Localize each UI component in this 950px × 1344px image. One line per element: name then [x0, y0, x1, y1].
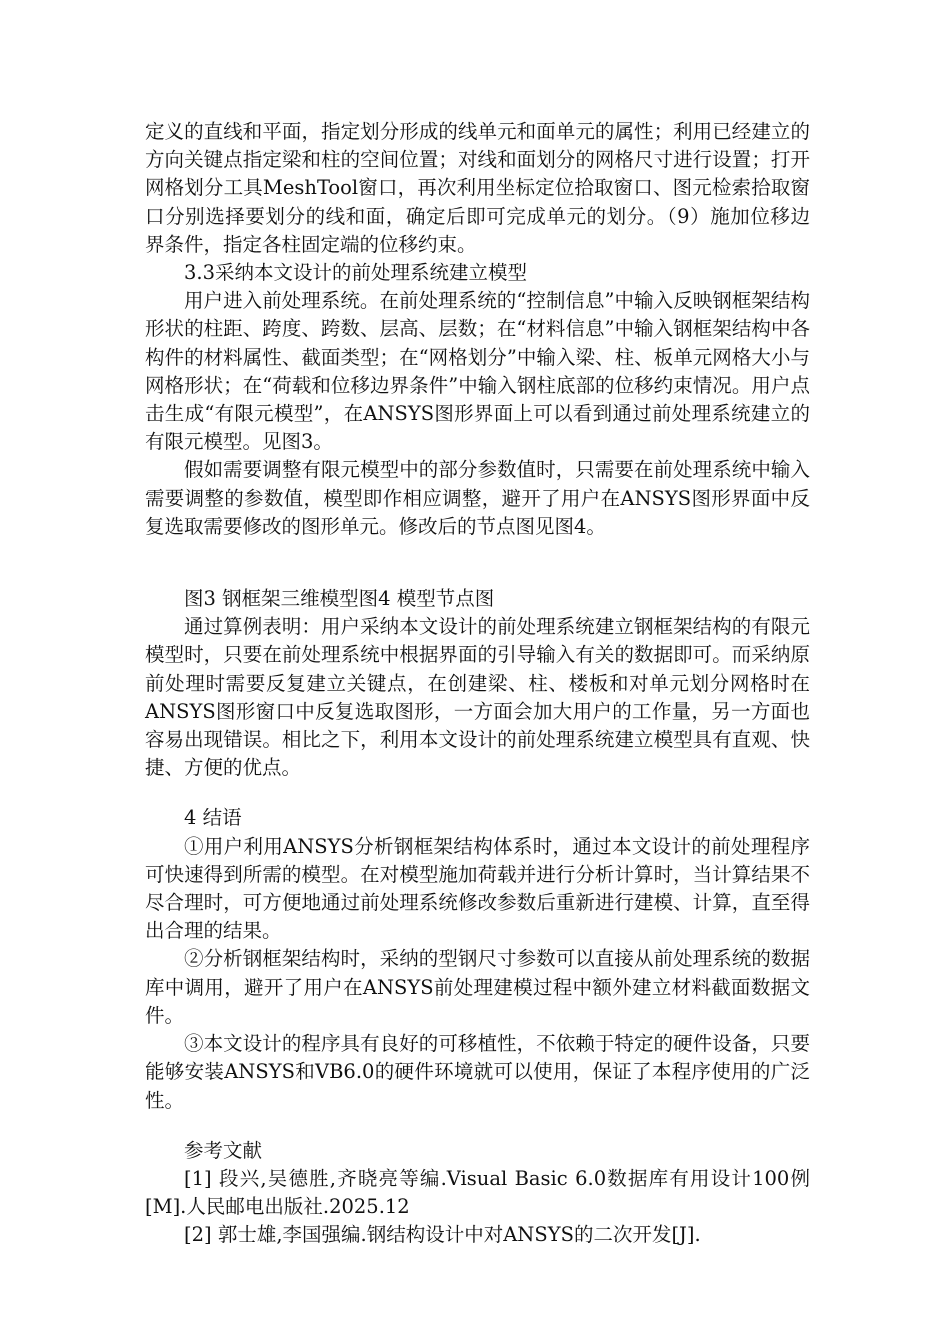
- references-title: 参考文献: [184, 1138, 263, 1162]
- paragraph-continued: 定义的直线和平面，指定划分形成的线单元和面单元的属性；利用已经建立的方向关键点指定梁和柱的空间位置；对线和面划分的网格尺寸进行设置；打开网格划分工具MeshTool窗口，再次利用坐标定位拾取窗口、图元检索拾取窗口分别选择要划分的线和面，确定后即可完成单元的划分。（9）施加位移边界条件，指定各柱固定端的位移约束。: [145, 120, 810, 256]
- section-gap: [145, 782, 810, 804]
- figure-caption: 图3 钢框架三维模型图4 模型节点图: [184, 587, 495, 611]
- reference-item: [1] 段兴,吴德胜,齐晓亮等编.Visual Basic 6.0数据库有用设计100例[M].人民邮电出版社.2025.12: [145, 1166, 810, 1219]
- conclusion-2: ②分析钢框架结构时，采纳的型钢尺寸参数可以直接从前处理系统的数据库中调用，避开了用户在ANSYS前处理建模过程中额外建立材料截面数据文件。: [145, 947, 810, 1027]
- figure-space: [145, 541, 810, 585]
- section-heading-3-3: 3.3采纳本文设计的前处理系统建立模型: [184, 261, 528, 285]
- paragraph-example: 通过算例表明：用户采纳本文设计的前处理系统建立钢框架结构的有限元模型时，只要在前处理系统中根据界面的引导输入有关的数据即可。而采纳原前处理时需要反复建立关键点，在创建梁、柱、楼板和对单元划分网格时在ANSYS图形窗口中反复选取图形，一方面会加大用户的工作量，另一方面也容易出现错误。相比之下，利用本文设计的前处理系统建立模型具有直观、快捷、方便的优点。: [145, 615, 810, 780]
- section-heading-4: 4 结语: [184, 806, 242, 830]
- reference-item: [2] 郭士雄,李国强编.钢结构设计中对ANSYS的二次开发[J].: [184, 1223, 701, 1247]
- conclusion-3: ③本文设计的程序具有良好的可移植性，不依赖于特定的硬件设备，只要能够安装ANSYS和VB6.0的硬件环境就可以使用，保证了本程序使用的广泛性。: [145, 1032, 810, 1112]
- paragraph-model-input: 用户进入前处理系统。在前处理系统的“控制信息”中输入反映钢框架结构形状的柱距、跨度、跨数、层高、层数；在“材料信息”中输入钢框架结构中各构件的材料属性、截面类型；在“网格划分”中输入梁、柱、板单元网格大小与网格形状；在“荷载和位移边界条件”中输入钢柱底部的位移约束情况。用户点击生成“有限元模型”，在ANSYS图形界面上可以看到通过前处理系统建立的有限元模型。见图3。: [145, 289, 810, 454]
- refs-gap: [145, 1115, 810, 1137]
- conclusion-1: ①用户利用ANSYS分析钢框架结构体系时，通过本文设计的前处理程序可快速得到所需的模型。在对模型施加荷载并进行分析计算时，当计算结果不尽合理时，可方便地通过前处理系统修改参数后重新进行建模、计算，直至得出合理的结果。: [145, 834, 810, 943]
- document-body: [145, 118, 810, 1250]
- paragraph-adjust: 假如需要调整有限元模型中的部分参数值时，只需要在前处理系统中输入需要调整的参数值，模型即作相应调整，避开了用户在ANSYS图形界面中反复选取需要修改的图形单元。修改后的节点图见图4。: [145, 458, 810, 538]
